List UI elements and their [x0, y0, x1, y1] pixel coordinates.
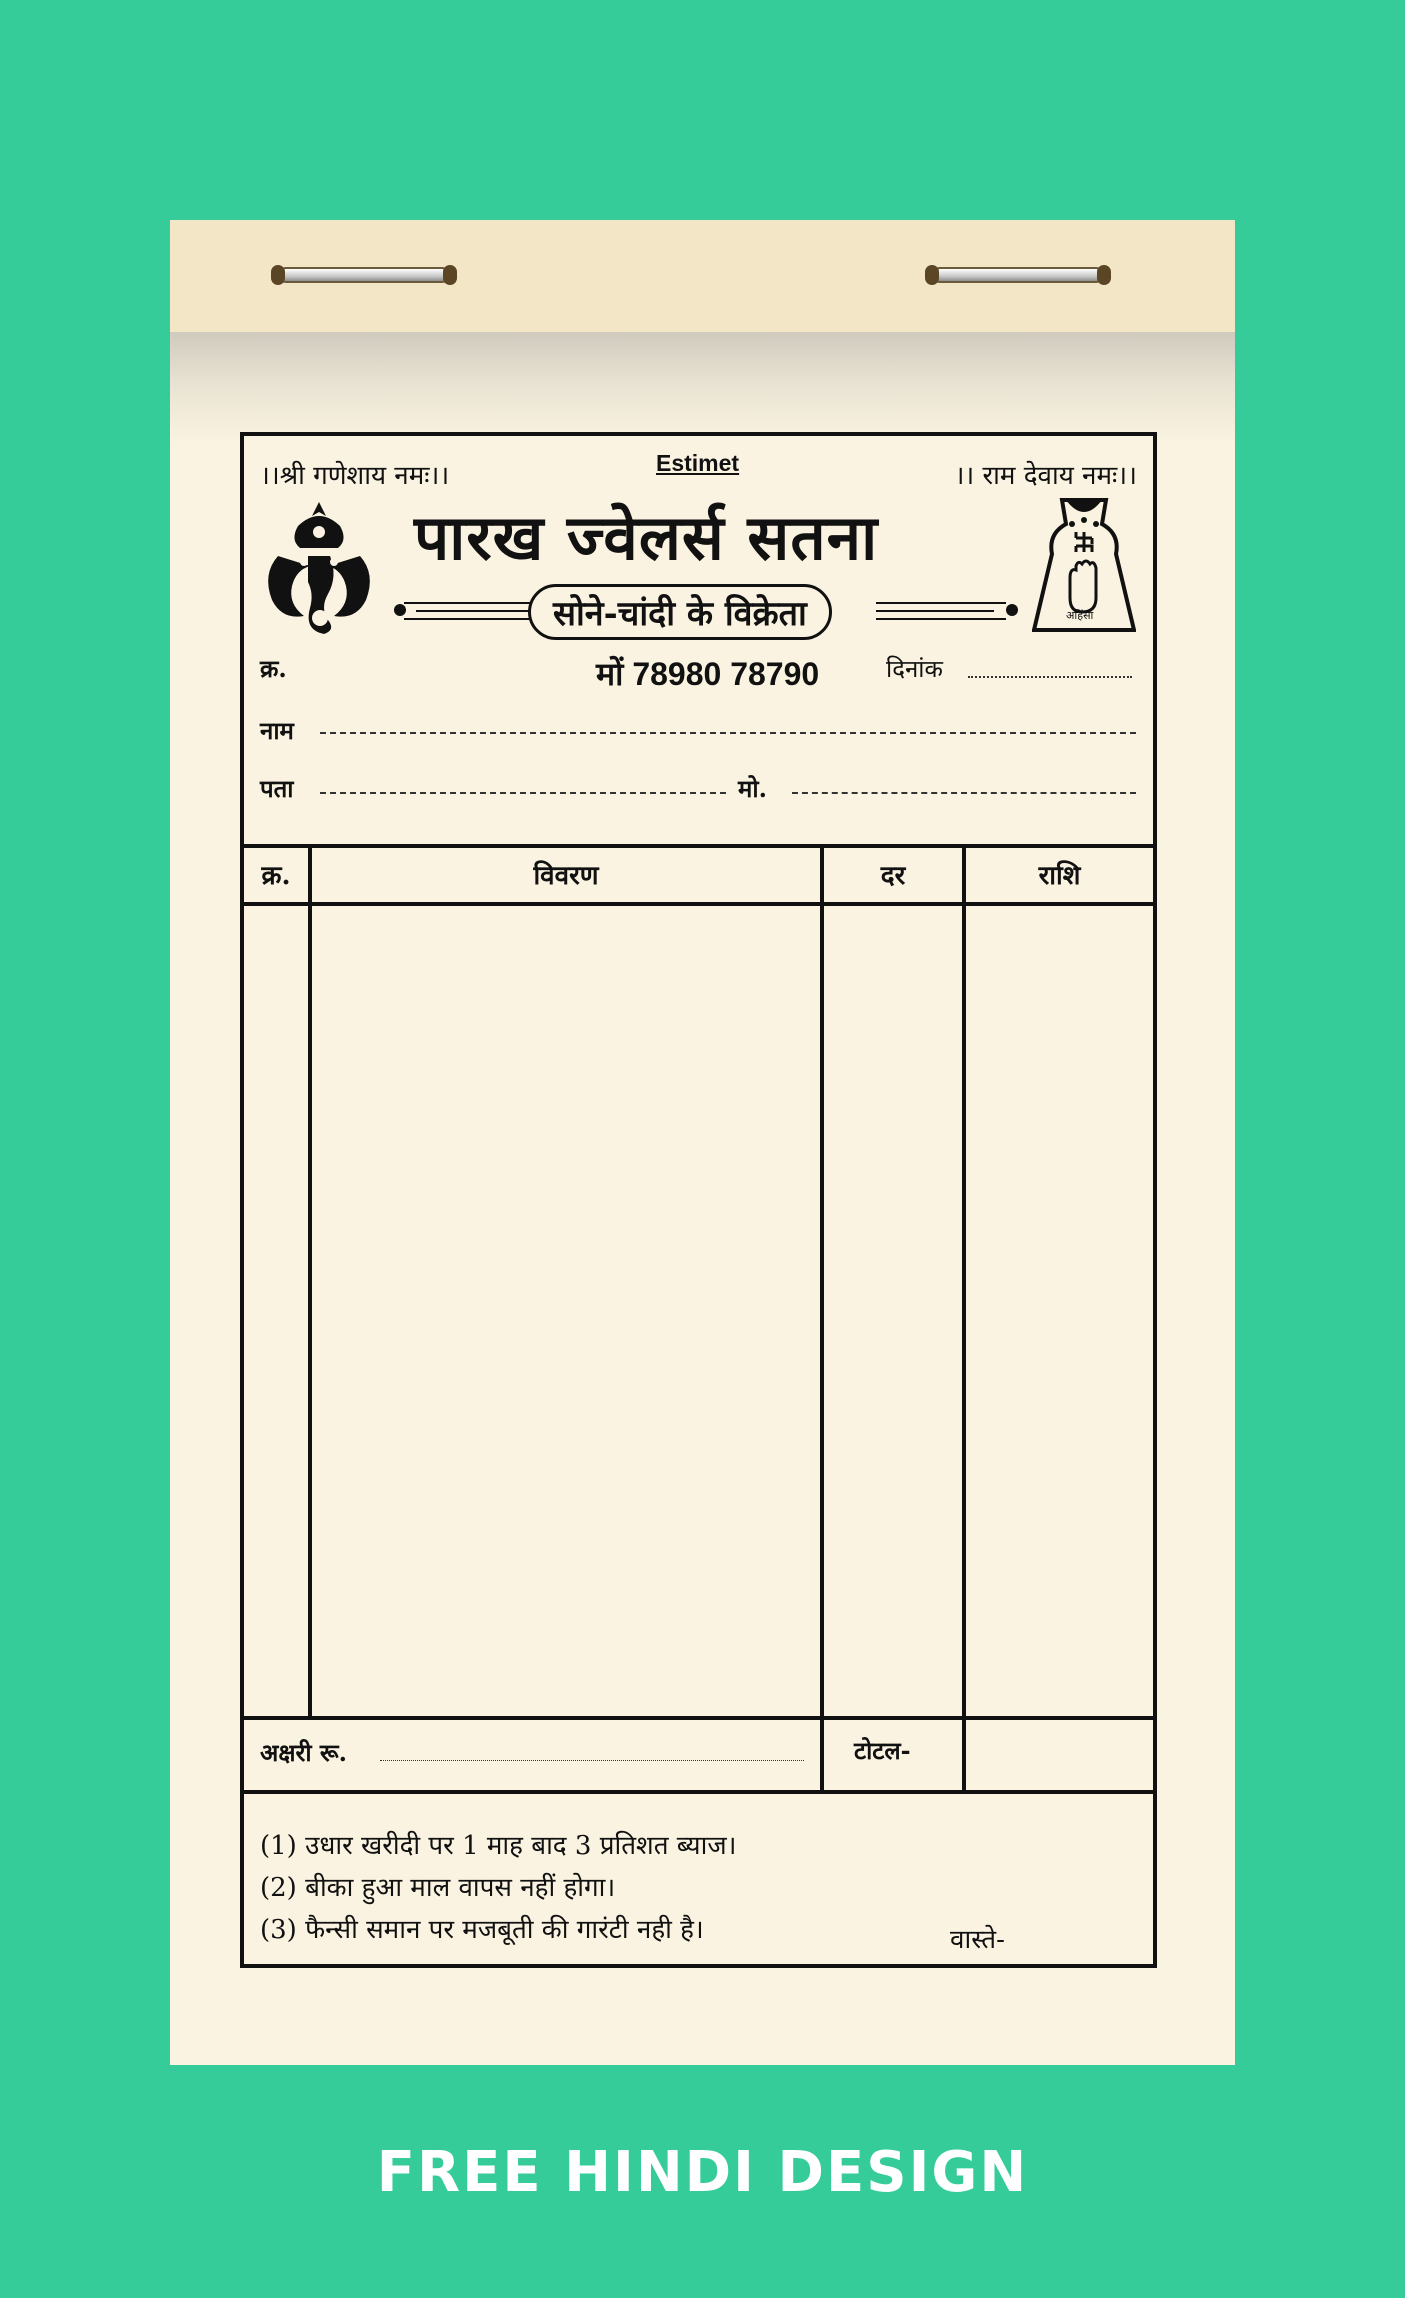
term-item: (1) उधार खरीदी पर 1 माह बाद 3 प्रतिशत ब्याज। — [260, 1831, 737, 1861]
column-header-description: विवरण — [533, 861, 599, 891]
tagline-rule — [876, 610, 994, 612]
tagline-badge: सोने-चांदी के विक्रेता — [528, 584, 832, 640]
pad-binding-strip — [170, 220, 1235, 332]
term-item: (3) फैन्सी समान पर मजबूती की गारंटी नही है। — [260, 1915, 704, 1945]
tagline-dot-left — [394, 604, 406, 616]
column-divider — [820, 844, 824, 1794]
right-invocation: ।। राम देवाय नमः।। — [954, 461, 1137, 491]
estimate-form — [240, 432, 1157, 1968]
tagline-rule — [404, 602, 534, 604]
term-item: (2) बीका हुआ माल वापस नहीं होगा। — [260, 1873, 616, 1903]
column-divider — [308, 844, 312, 1720]
page-fold-shadow — [170, 332, 1235, 442]
column-header-amount: राशि — [1038, 861, 1081, 891]
table-top-border — [244, 844, 1153, 848]
jain-symbol-caption: अहिंसा — [1066, 609, 1094, 622]
binding-ring-left — [278, 267, 450, 283]
amount-in-words-field[interactable] — [380, 1760, 804, 1761]
total-label: टोटल- — [854, 1736, 911, 1765]
table-body-border — [244, 1716, 1153, 1720]
left-invocation: ।।श्री गणेशाय नमः।। — [260, 461, 450, 491]
tagline-rule — [416, 610, 534, 612]
mobile-label: मो. — [738, 774, 767, 803]
table-header-border — [244, 902, 1153, 906]
table-bottom-border — [244, 1790, 1153, 1794]
shop-name: पारख ज्वेलर्स सतना — [414, 501, 879, 574]
binding-ring-right — [932, 267, 1104, 283]
tagline-dot-right — [1006, 604, 1018, 616]
column-header-serial: क्र. — [261, 861, 291, 891]
tagline-rule — [876, 602, 1006, 604]
amount-in-words-label: अक्षरी रू. — [260, 1738, 347, 1767]
date-label: दिनांक — [886, 655, 943, 683]
tagline-rule — [876, 618, 1006, 620]
name-label: नाम — [260, 716, 294, 745]
address-label: पता — [260, 774, 294, 803]
phone-number: मों 78980 78790 — [596, 656, 820, 692]
name-field[interactable] — [320, 732, 1136, 734]
mobile-field[interactable] — [792, 792, 1136, 794]
column-header-rate: दर — [880, 861, 906, 891]
serial-label: क्र. — [260, 654, 287, 683]
form-title: Estimet — [656, 450, 740, 476]
ganesh-logo-icon — [258, 496, 380, 636]
column-divider — [962, 844, 966, 1794]
signature-label: वास्ते- — [950, 1925, 1005, 1955]
date-field[interactable] — [968, 676, 1132, 678]
footer-banner: FREE HINDI DESIGN — [376, 2140, 1029, 2205]
address-field[interactable] — [320, 792, 726, 794]
tagline-rule — [404, 618, 534, 620]
